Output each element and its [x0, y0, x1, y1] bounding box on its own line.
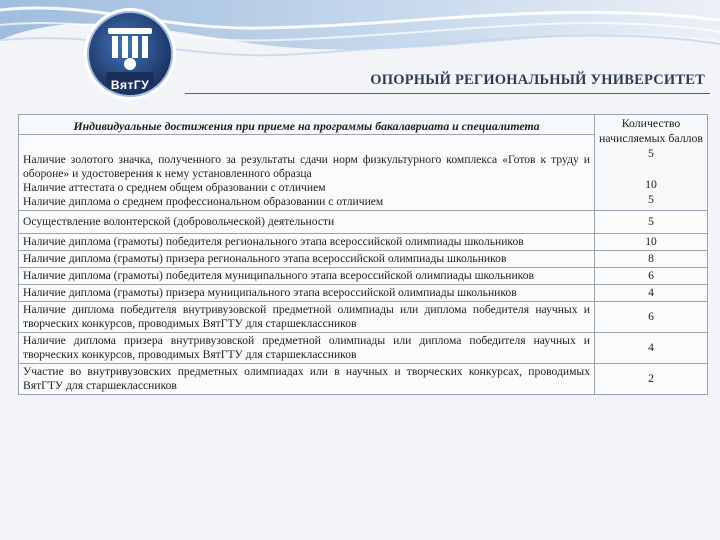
achievement-cell: Наличие диплома призера внутривузовской предметной олимпиады или диплома победителя научных и творческих конкурсов, проводимых ВятГТУ для старшеклассников [19, 333, 595, 364]
points-cell: 4 [595, 285, 708, 302]
column-header-points [595, 115, 708, 211]
row-1-point-3: 5 [648, 192, 654, 206]
header-divider [185, 93, 710, 94]
achievement-cell: Наличие диплома победителя внутривузовской предметной олимпиады или диплома победителя научных и творческих конкурсов, проводимых ВятГТУ для старшеклассников [19, 302, 595, 333]
achievement-cell: Осуществление волонтерской (добровольческой) деятельности [19, 211, 595, 234]
table-row [19, 333, 708, 364]
achievement-cell: Наличие диплома (грамоты) призера муниципального этапа всероссийской олимпиады школьников [19, 285, 595, 302]
column-header-achievements: Индивидуальные достижения при приеме на программы бакалавриата и специалитета [19, 115, 595, 135]
table-row [19, 285, 708, 302]
achievement-cell: Наличие диплома (грамоты) победителя регионального этапа всероссийской олимпиады школьников [19, 234, 595, 251]
points-cell: 8 [595, 251, 708, 268]
points-cell: 6 [595, 268, 708, 285]
row-1-point-1: 5 [648, 146, 654, 160]
achievement-text: Наличие аттестата о среднем общем образовании с отличием [23, 181, 326, 194]
table-row [19, 234, 708, 251]
column-header-points-text: Количество начисляемых баллов [599, 116, 703, 145]
logo-text: ВятГУ [110, 78, 150, 92]
achievement-cell: Наличие диплома (грамоты) победителя муниципального этапа всероссийской олимпиады школьников [19, 268, 595, 285]
points-cell: 4 [595, 333, 708, 364]
page-title: ОПОРНЫЙ РЕГИОНАЛЬНЫЙ УНИВЕРСИТЕТ [370, 72, 705, 88]
achievement-text: Наличие диплома о среднем профессиональном образовании с отличием [23, 195, 384, 208]
achievements-table [18, 114, 708, 395]
points-cell: 5 [595, 211, 708, 234]
table-row [19, 211, 708, 234]
points-cell: 10 [595, 234, 708, 251]
achievement-text: Наличие золотого значка, полученного за результаты сдачи норм физкультурного комплекса «Готов к труду и обороне» и удостоверения к нему установленного образца [23, 153, 590, 180]
table-row [19, 302, 708, 333]
points-cell: 6 [595, 302, 708, 333]
achievement-cell: Участие во внутривузовских предметных олимпиадах или в научных и творческих конкурсах, проводимых ВятГТУ для старшеклассников [19, 364, 595, 395]
points-cell: 2 [595, 364, 708, 395]
table-row [19, 251, 708, 268]
table-header-row [19, 115, 708, 135]
table-row [19, 364, 708, 395]
achievement-cell [19, 135, 595, 211]
row-1-point-2: 10 [645, 177, 657, 191]
table-row [19, 268, 708, 285]
achievement-cell: Наличие диплома (грамоты) призера регионального этапа всероссийской олимпиады школьников [19, 251, 595, 268]
